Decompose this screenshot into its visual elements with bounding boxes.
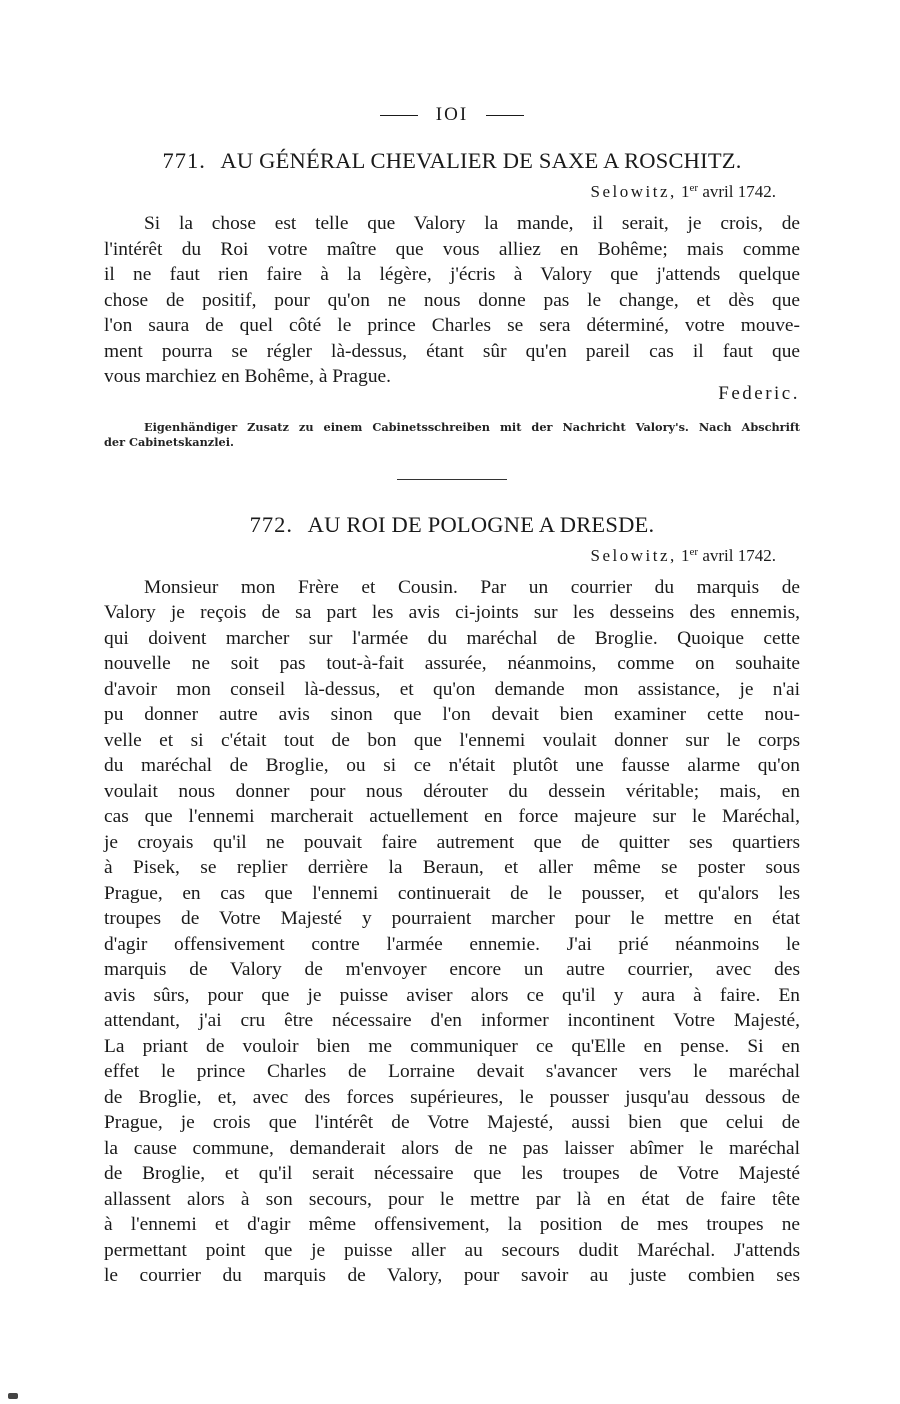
letter-772-place: Selowitz,	[590, 545, 677, 565]
body-line: de Broglie, et qu'il serait nécessaire que les troupes de Votre Majesté	[104, 1163, 800, 1184]
letter-771-day-sup: er	[689, 182, 699, 194]
body-line: avis sûrs, pour que je puisse aviser alors ce qu'il y aura à faire. En	[104, 984, 800, 1006]
body-line: l'intérêt du Roi votre maître que vous alliez en Bohême; mais comme	[104, 238, 800, 260]
body-line: troupes de Votre Majesté y pourraient marcher pour le mettre en état	[104, 908, 800, 929]
letter-772-number: 772.	[249, 511, 294, 537]
section-divider	[397, 479, 507, 480]
body-line: Prague, en cas que l'ennemi continuerait de le pousser, et qu'alors les	[104, 882, 800, 904]
body-line: nouvelle ne soit pas tout-à-fait assurée, néanmoins, comme on souhaite	[104, 653, 800, 674]
page-header	[104, 100, 800, 130]
body-line: Monsieur mon Frère et Cousin. Par un courrier du marquis de	[144, 576, 800, 598]
body-line: vous marchiez en Bohême, à Prague.	[104, 366, 391, 387]
document-page	[104, 100, 800, 1289]
scan-artifact-mark	[8, 1393, 18, 1399]
letter-772-day-sup: er	[689, 545, 699, 558]
body-line: l'on saura de quel côté le prince Charles se sera déterminé, votre mouve-	[104, 315, 800, 336]
letter-772-dateline	[104, 545, 800, 567]
letter-771-place: Selowitz,	[590, 182, 677, 201]
letter-771-number: 771.	[162, 148, 206, 173]
body-line: chose de positif, pour qu'on ne nous donne pas le change, et dès que	[104, 289, 800, 311]
body-line: ment pourra se régler là-dessus, étant sûr qu'en pareil cas il faut que	[104, 340, 800, 362]
letter-771-heading	[104, 147, 800, 175]
body-line: attendant, j'ai cru être nécessaire d'en informer incontinent Votre Majesté,	[104, 1010, 800, 1031]
letter-772-title: AU ROI DE POLOGNE A DRESDE.	[307, 511, 655, 537]
body-line: marquis de Valory de m'envoyer encore un autre courrier, avec des	[104, 959, 800, 980]
body-line: la cause commune, demanderait alors de ne pas laisser abîmer le maréchal	[104, 1137, 800, 1159]
body-line: à Pisek, se replier derrière la Beraun, et aller même se poster sous	[104, 857, 800, 878]
body-line: Prague, je crois que l'intérêt de Votre Majesté, aussi bien que celui de	[104, 1112, 800, 1133]
body-line: effet le prince Charles de Lorraine devait s'avancer vers le maréchal	[104, 1061, 800, 1082]
letter-771-title: AU GÉNÉRAL CHEVALIER DE SAXE A ROSCHITZ.	[220, 148, 742, 173]
letter-771-body	[104, 211, 800, 390]
body-line: pu donner autre avis sinon que l'on devait bien examiner cette nou-	[104, 704, 800, 725]
body-line: Valory je reçois de sa part les avis ci-joints sur les desseins des ennemis,	[104, 602, 800, 623]
letter-771-dateline	[104, 181, 800, 203]
body-line: Si la chose est telle que Valory la mande, il serait, je crois, de	[144, 213, 800, 234]
body-line: de Broglie, et, avec des forces supérieures, le pousser jusqu'au dessous de	[104, 1086, 800, 1108]
body-line: permettant point que je puisse aller au secours dudit Maréchal. J'attends	[104, 1239, 800, 1261]
letter-771-signature: Federic.	[718, 382, 800, 404]
letter-772-date-rest: avril 1742.	[702, 545, 776, 565]
letter-771-day: 1	[681, 182, 690, 201]
letter-772-body	[104, 575, 800, 1289]
body-line: je croyais qu'il ne pouvait faire autrement que de quitter ses quartiers	[104, 831, 800, 853]
body-line: à l'ennemi et d'agir même offensivement, la position de mes troupes ne	[104, 1214, 800, 1235]
body-line: La priant de vouloir bien me communiquer ce qu'Elle en pense. Si en	[104, 1035, 800, 1057]
body-line: velle et si c'était tout de bon que l'ennemi voulait donner sur le corps	[104, 729, 800, 751]
body-line: qui doivent marcher sur l'armée du maréchal de Broglie. Quoique cette	[104, 627, 800, 649]
body-line: voulait nous donner pour nous dérouter du dessein véritable; mais, en	[104, 780, 800, 802]
body-line: il ne faut rien faire à la légère, j'écris à Valory que j'attends quelque	[104, 264, 800, 285]
body-line: allassent alors à son secours, pour le mettre par là en état de faire tête	[104, 1188, 800, 1210]
body-line: le courrier du marquis de Valory, pour savoir au juste combien ses	[104, 1265, 800, 1286]
body-line: d'avoir mon conseil là-dessus, et qu'on demande mon assistance, je n'ai	[104, 678, 800, 700]
letter-772-day: 1	[681, 545, 690, 565]
letter-771-source-note	[104, 420, 800, 450]
body-line: du maréchal de Broglie, ou si ce n'était plutôt une fausse alarme qu'on	[104, 755, 800, 776]
note-line: der Cabinetskanzlei.	[104, 434, 234, 449]
note-line: Eigenhändiger Zusatz zu einem Cabinetsschreiben mit der Nachricht Valory's. Nach Abschrift	[144, 419, 800, 434]
header-dash-right	[486, 115, 524, 116]
letter-771-date-rest: avril 1742.	[702, 182, 776, 201]
letter-772-heading	[104, 511, 800, 539]
body-line: cas que l'ennemi marcherait actuellement en force majeure sur le Maréchal,	[104, 806, 800, 827]
header-dash-left	[380, 115, 418, 116]
body-line: d'agir offensivement contre l'armée ennemie. J'ai prié néanmoins le	[104, 933, 800, 955]
page-number: IOI	[435, 104, 469, 125]
